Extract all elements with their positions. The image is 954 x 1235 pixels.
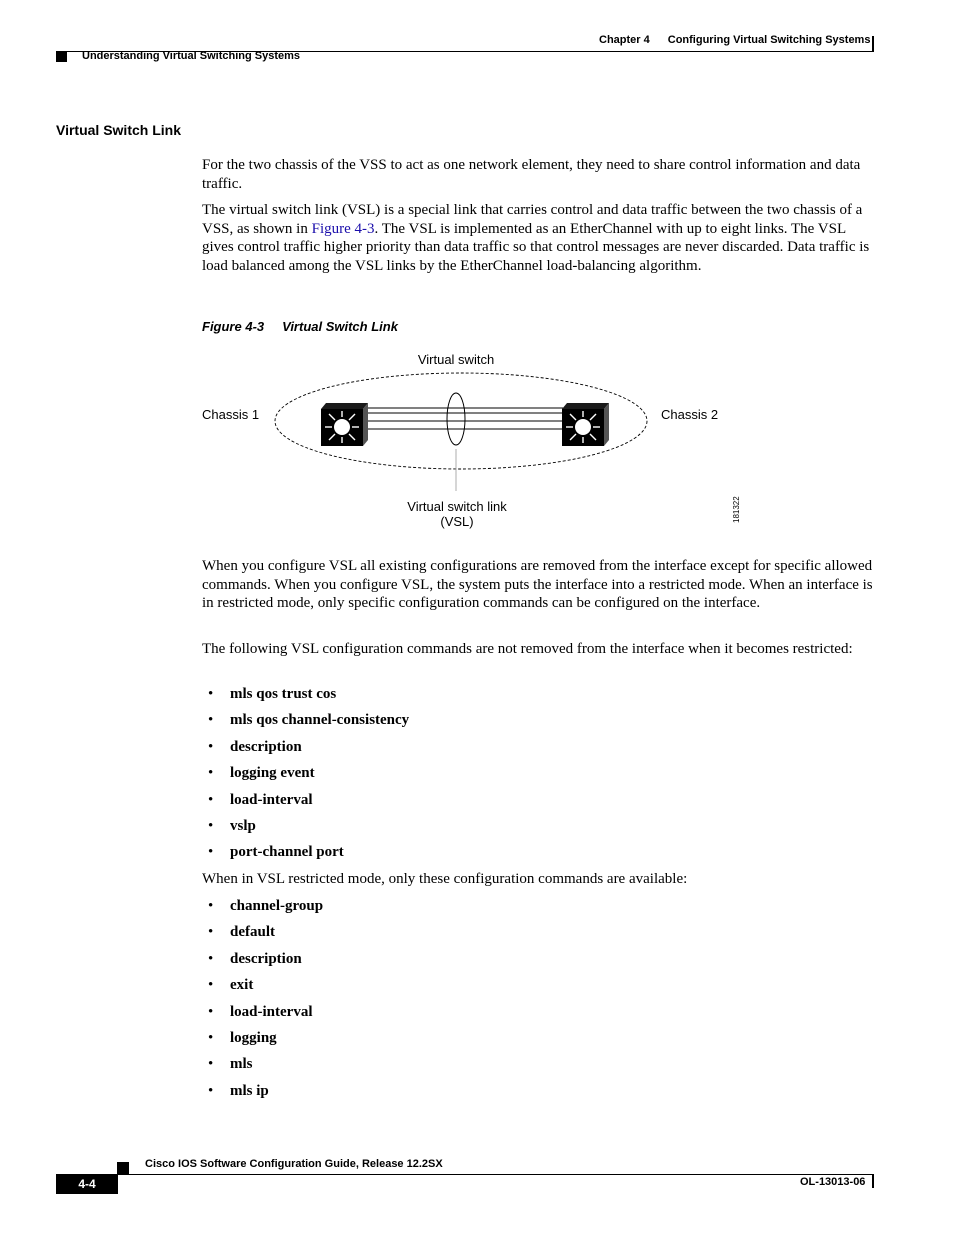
footer-square-marker bbox=[117, 1162, 129, 1174]
list-item: • mls bbox=[208, 1056, 253, 1073]
list-item: • channel-group bbox=[208, 898, 324, 914]
label-chassis-1: Chassis 1 bbox=[202, 407, 260, 422]
figure-title: Virtual Switch Link bbox=[282, 319, 398, 334]
figure-number: Figure 4-3 bbox=[202, 319, 265, 334]
footer-vertical-bar bbox=[872, 1174, 874, 1188]
label-chassis-2: Chassis 2 bbox=[661, 407, 719, 422]
header-chapter-title: Configuring Virtual Switching Systems bbox=[667, 34, 871, 46]
vsl-bundle-ellipse bbox=[447, 393, 465, 445]
list-item: • load-interval bbox=[208, 1003, 313, 1020]
virtual-switch-link-diagram bbox=[195, 345, 755, 535]
header-vertical-bar bbox=[872, 36, 874, 52]
list-item: • logging bbox=[208, 1029, 277, 1046]
header-chapter-number: Chapter 4 bbox=[599, 34, 650, 46]
figure-4-3-link[interactable]: Figure 4-3 bbox=[311, 220, 375, 237]
list-item: • logging event bbox=[208, 765, 315, 782]
list-item: • description bbox=[208, 950, 302, 967]
paragraph-available-commands-intro: When in VSL restricted mode, only these configuration commands are available: bbox=[202, 871, 688, 887]
footer-guide-title: Cisco IOS Software Configuration Guide, Release 12.2SX bbox=[145, 1158, 443, 1170]
list-item: • mls qos channel-consistency bbox=[208, 712, 410, 729]
header-square-marker bbox=[56, 51, 67, 62]
header-section-title: Understanding Virtual Switching Systems bbox=[82, 50, 301, 62]
list-item: • mls ip bbox=[208, 1082, 269, 1099]
paragraph-vsl-text-end: . The VSL is implemented as an EtherChannel with up to eight links. The VSL gives control traffic higher priority than data traffic so that control messages are never discarded. Data traffic is load balanced among the VSL links by the EtherChannel load-balancing algorithm. bbox=[202, 220, 870, 275]
footer-page-number: 4-4 bbox=[56, 1174, 118, 1194]
list-item: • exit bbox=[208, 977, 254, 994]
retained-commands-list bbox=[208, 685, 409, 870]
label-virtual-switch: Virtual switch bbox=[417, 352, 495, 367]
paragraph-vsl-description bbox=[202, 201, 874, 276]
list-item: • vslp bbox=[208, 817, 256, 834]
list-item: • default bbox=[208, 924, 275, 941]
label-vsl-line-2: (VSL) bbox=[440, 514, 474, 529]
list-item: • description bbox=[208, 738, 302, 755]
available-commands-list bbox=[208, 897, 323, 1108]
chassis-2-switch-icon bbox=[562, 403, 609, 446]
paragraph-vsl-text-start: The virtual switch link (VSL) is a special link that carries control and data traffic between the two chassis of a VSS, as shown in bbox=[202, 202, 863, 237]
paragraph-restricted-mode: When you configure VSL all existing configurations are removed from the interface except for specific allowed commands. When you configure VSL, the system puts the interface into a restricted mode. When an interface is in restricted mode, only specific configuration commands can be configured on the interface. bbox=[202, 558, 873, 612]
header-chapter bbox=[599, 34, 870, 46]
figure-id-number: 181322 bbox=[732, 496, 741, 523]
section-title: Virtual Switch Link bbox=[56, 122, 181, 138]
list-item: • mls qos trust cos bbox=[208, 686, 337, 702]
list-item: • port-channel port bbox=[208, 844, 344, 861]
footer-rule bbox=[56, 1174, 874, 1175]
paragraph-retained-commands-intro: The following VSL configuration commands are not removed from the interface when it becomes restricted: bbox=[202, 641, 853, 657]
list-item: • load-interval bbox=[208, 791, 313, 808]
paragraph-intro: For the two chassis of the VSS to act as one network element, they need to share control information and data traffic. bbox=[202, 157, 861, 192]
chassis-1-switch-icon bbox=[321, 403, 368, 446]
figure-caption bbox=[202, 319, 398, 334]
label-vsl-line-1: Virtual switch link bbox=[407, 499, 507, 514]
footer-doc-number: OL-13013-06 bbox=[800, 1176, 866, 1188]
